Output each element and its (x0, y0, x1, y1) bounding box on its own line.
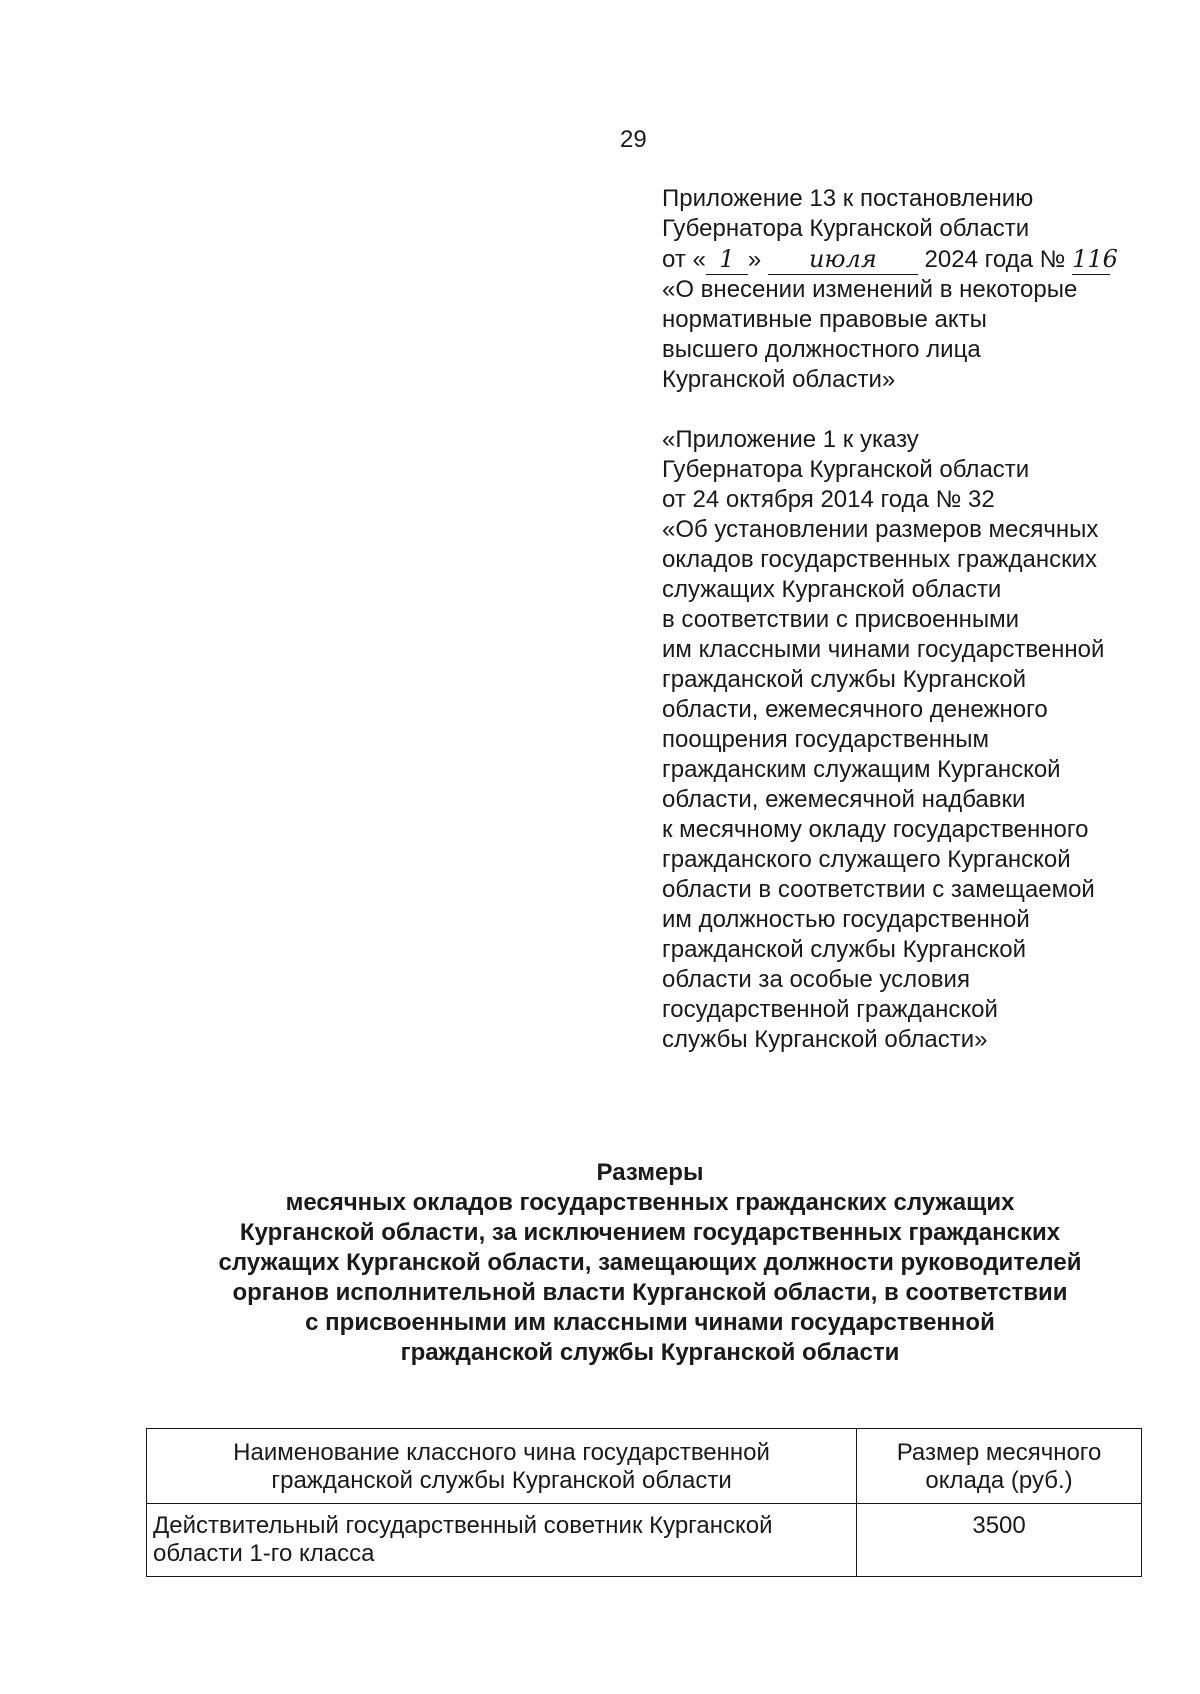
decree-line: области, ежемесячного денежного (662, 696, 1048, 723)
handwritten-month: июля (768, 244, 918, 275)
header-text: Наименование классного чина государственной (233, 1439, 770, 1466)
appendix-block (662, 184, 1182, 1055)
decree-line: в соответствии с присвоенными (662, 606, 1020, 633)
decree-line: поощрения государственным (662, 726, 990, 753)
date-mid: » (747, 246, 762, 273)
decree-line: государственной гражданской (662, 996, 998, 1023)
appendix-title-line: «О внесении изменений в некоторые (662, 276, 1078, 303)
date-year: 2024 года № (924, 246, 1066, 273)
salary-cell: 3500 (857, 1504, 1142, 1577)
decree-line: им классными чинами государственной (662, 636, 1105, 663)
decree-line: гражданского служащего Курганской (662, 846, 1071, 873)
decree-line: области за особые условия (662, 966, 970, 993)
decree-line: гражданской службы Курганской (662, 936, 1026, 963)
page-number: 29 (620, 126, 647, 153)
appendix-line: Губернатора Курганской области (662, 215, 1030, 242)
handwritten-number: 116 (1072, 245, 1118, 273)
appendix-line: Приложение 13 к постановлению (662, 185, 1034, 212)
table-header-row (147, 1429, 1142, 1504)
decree-line: гражданской службы Курганской (662, 666, 1026, 693)
decree-line: окладов государственных гражданских (662, 546, 1097, 573)
appendix-title-line: высшего должностного лица (662, 336, 981, 363)
header-text: оклада (руб.) (925, 1467, 1073, 1494)
cell-text: Действительный государственный советник Курганской (153, 1512, 773, 1539)
heading-line: органов исполнительной власти Курганской области, в соответствии (232, 1279, 1068, 1306)
decree-line: от 24 октября 2014 года № 32 (662, 486, 995, 513)
document-heading (140, 1158, 1160, 1368)
decree-line: гражданским служащим Курганской (662, 756, 1061, 783)
decree-line: к месячному окладу государственного (662, 816, 1089, 843)
date-prefix: от « (662, 246, 706, 273)
cell-text: области 1-го класса (153, 1540, 375, 1567)
appendix-date-line (662, 244, 1182, 275)
header-text: гражданской службы Курганской области (271, 1467, 732, 1494)
appendix-title-line: Курганской области» (662, 366, 896, 393)
column-header-class-rank (147, 1429, 857, 1504)
class-rank-cell (147, 1504, 857, 1577)
decree-block (662, 425, 1182, 1055)
handwritten-day: 1 (706, 244, 748, 275)
decree-line: службы Курганской области» (662, 1026, 988, 1053)
heading-line: гражданской службы Курганской области (400, 1339, 900, 1366)
table-row (147, 1504, 1142, 1577)
header-text: Размер месячного (896, 1439, 1102, 1466)
heading-line: Размеры (596, 1159, 704, 1186)
decree-line: «Об установлении размеров месячных (662, 516, 1099, 543)
decree-line: им должностью государственной (662, 906, 1030, 933)
decree-line: области, ежемесячной надбавки (662, 786, 1026, 813)
heading-line: Курганской области, за исключением государственных гражданских (239, 1219, 1061, 1246)
decree-line: Губернатора Курганской области (662, 456, 1030, 483)
decree-line: «Приложение 1 к указу (662, 426, 919, 453)
heading-line: служащих Курганской области, замещающих должности руководителей (218, 1249, 1082, 1276)
salary-table (146, 1428, 1142, 1577)
decree-line: области в соответствии с замещаемой (662, 876, 1095, 903)
heading-line: с присвоенными им классными чинами государственной (305, 1309, 995, 1336)
decree-line: служащих Курганской области (662, 576, 1002, 603)
column-header-salary (857, 1429, 1142, 1504)
appendix-title-line: нормативные правовые акты (662, 306, 987, 333)
heading-line: месячных окладов государственных гражданских служащих (285, 1189, 1015, 1216)
